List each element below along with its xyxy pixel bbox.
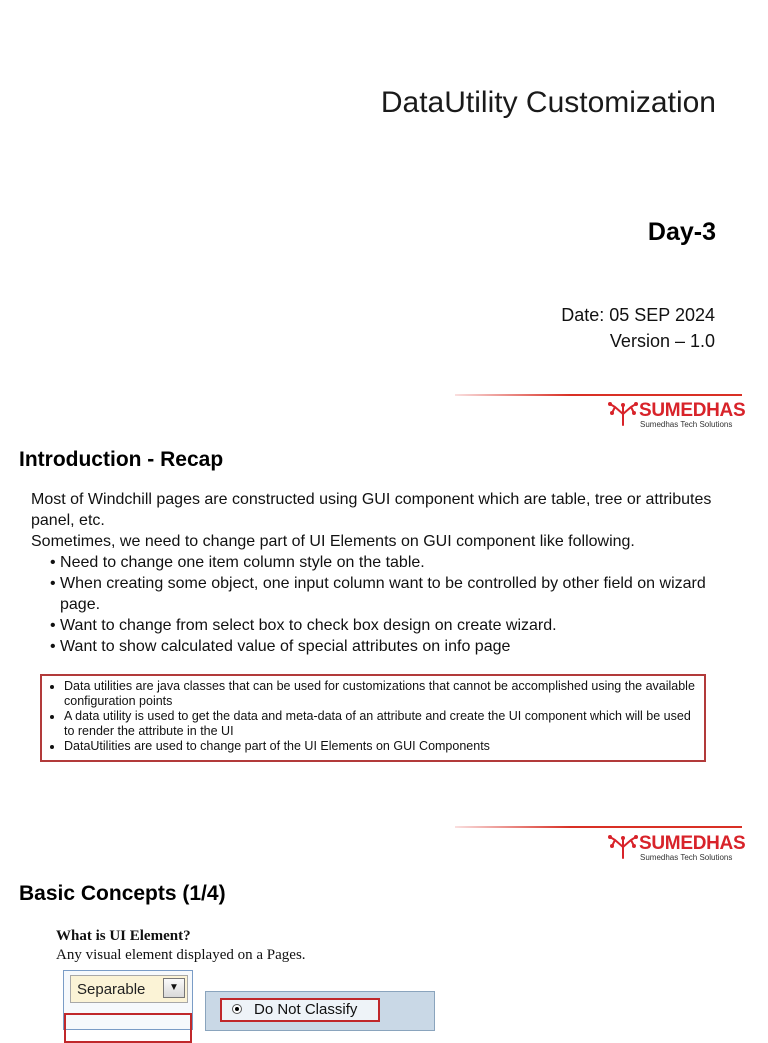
intro-heading: Introduction - Recap [19, 448, 224, 471]
definition-box [40, 674, 706, 762]
tree-network-icon [606, 402, 640, 426]
radio-label: Do Not Classify [254, 1001, 358, 1018]
slide-divider [455, 394, 742, 396]
logo-subtitle: Sumedhas Tech Solutions [640, 853, 733, 862]
ui-question: What is UI Element? [56, 928, 191, 944]
sumedhas-logo [606, 400, 746, 430]
version-text: Version – 1.0 [609, 331, 715, 351]
intro-bullet: • Want to show calculated value of special attributes on info page [50, 638, 511, 655]
slide-title: DataUtility Customization [380, 86, 716, 119]
ui-example-select [63, 970, 193, 1030]
basic-heading: Basic Concepts (1/4) [19, 882, 226, 905]
logo-name: SUMEDHAS [639, 833, 746, 854]
definition-bullet: • A data utility is used to get the data and meta-data of an attribute and create the UI component which will be used to render the attribute in the UI [64, 709, 698, 739]
intro-bullet: • Need to change one item column style on the table. [50, 554, 425, 571]
logo-subtitle: Sumedhas Tech Solutions [640, 420, 733, 429]
select-value: Separable [77, 981, 146, 998]
date-text: Date: 05 SEP 2024 [561, 305, 715, 325]
highlight-frame [64, 1013, 192, 1043]
sumedhas-logo [606, 833, 746, 863]
radio-option[interactable] [220, 998, 380, 1022]
definition-bullet: • Data utilities are java classes that can be used for customizations that cannot be accomplished using the available configuration points [64, 679, 698, 709]
day-label: Day-3 [647, 218, 716, 246]
ui-example-radio [205, 991, 435, 1031]
intro-line: Sometimes, we need to change part of UI Elements on GUI component like following. [31, 533, 635, 550]
intro-bullet: • Want to change from select box to check box design on create wizard. [50, 617, 557, 634]
select-box[interactable] [70, 975, 188, 1003]
ui-answer: Any visual element displayed on a Pages. [56, 947, 306, 963]
intro-line: Most of Windchill pages are constructed using GUI component which are table, tree or attributes panel, etc. [31, 491, 712, 529]
definition-bullet: • DataUtilities are used to change part of the UI Elements on GUI Components [64, 739, 698, 754]
radio-selected-icon[interactable] [232, 1004, 242, 1014]
tree-network-icon [606, 835, 640, 859]
intro-bullet: • When creating some object, one input column want to be controlled by other field on wizard page. [50, 575, 706, 613]
dropdown-arrow-icon[interactable]: ▼ [163, 978, 185, 998]
logo-name: SUMEDHAS [639, 400, 746, 421]
intro-body [31, 489, 731, 657]
slide-divider [455, 826, 742, 828]
